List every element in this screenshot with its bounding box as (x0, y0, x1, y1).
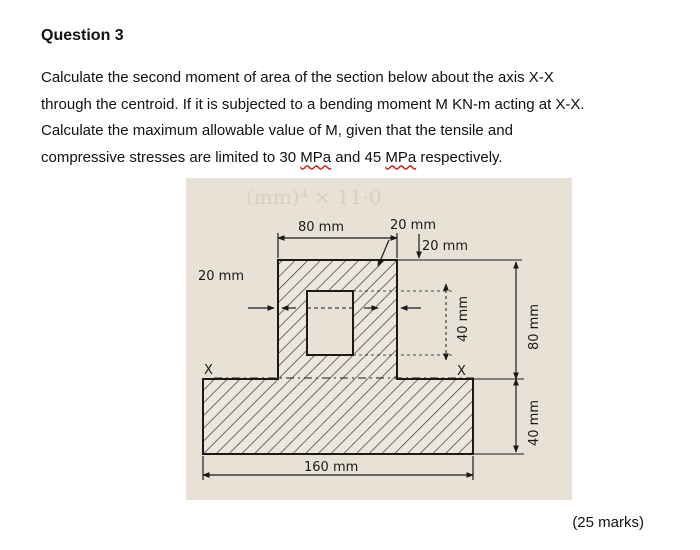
section-hole (307, 291, 353, 355)
line4-part3: respectively. (416, 148, 503, 166)
question-text (41, 65, 671, 171)
axis-label-right: X (457, 364, 466, 379)
marks-label: (25 marks) (572, 514, 644, 531)
question-line-2: through the centroid. If it is subjected to a bending moment M KN-m acting at X-X. (41, 95, 585, 113)
dim-side-wall: 20 mm (198, 269, 245, 284)
section-figure (186, 178, 572, 500)
question-line-4 (41, 145, 671, 172)
unit-mpa-1: MPa (300, 148, 332, 166)
dim-hole-height: 40 mm (456, 295, 471, 342)
line4-part1: compressive stresses are limited to 30 (41, 148, 301, 166)
ghost-mark: (mm)⁴ × 11·0 (246, 185, 382, 209)
question-line-1: Calculate the second moment of area of the section below about the axis X-X (41, 69, 554, 86)
line4-part2: and 45 (331, 148, 386, 166)
unit-mpa-2: MPa (385, 148, 417, 166)
question-title: Question 3 (41, 27, 124, 44)
dim-upper-height: 80 mm (527, 303, 542, 350)
dim-top-slot: 20 mm (390, 218, 437, 233)
axis-label-left: X (204, 363, 213, 378)
dim-top-thickness: 20 mm (422, 239, 469, 254)
dim-lower-height: 40 mm (527, 399, 542, 446)
section-diagram (186, 178, 572, 500)
question-line-3: Calculate the maximum allowable value of M, given that the tensile and (41, 122, 513, 139)
dim-top-width: 80 mm (298, 220, 345, 235)
dim-base-width: 160 mm (304, 460, 359, 475)
